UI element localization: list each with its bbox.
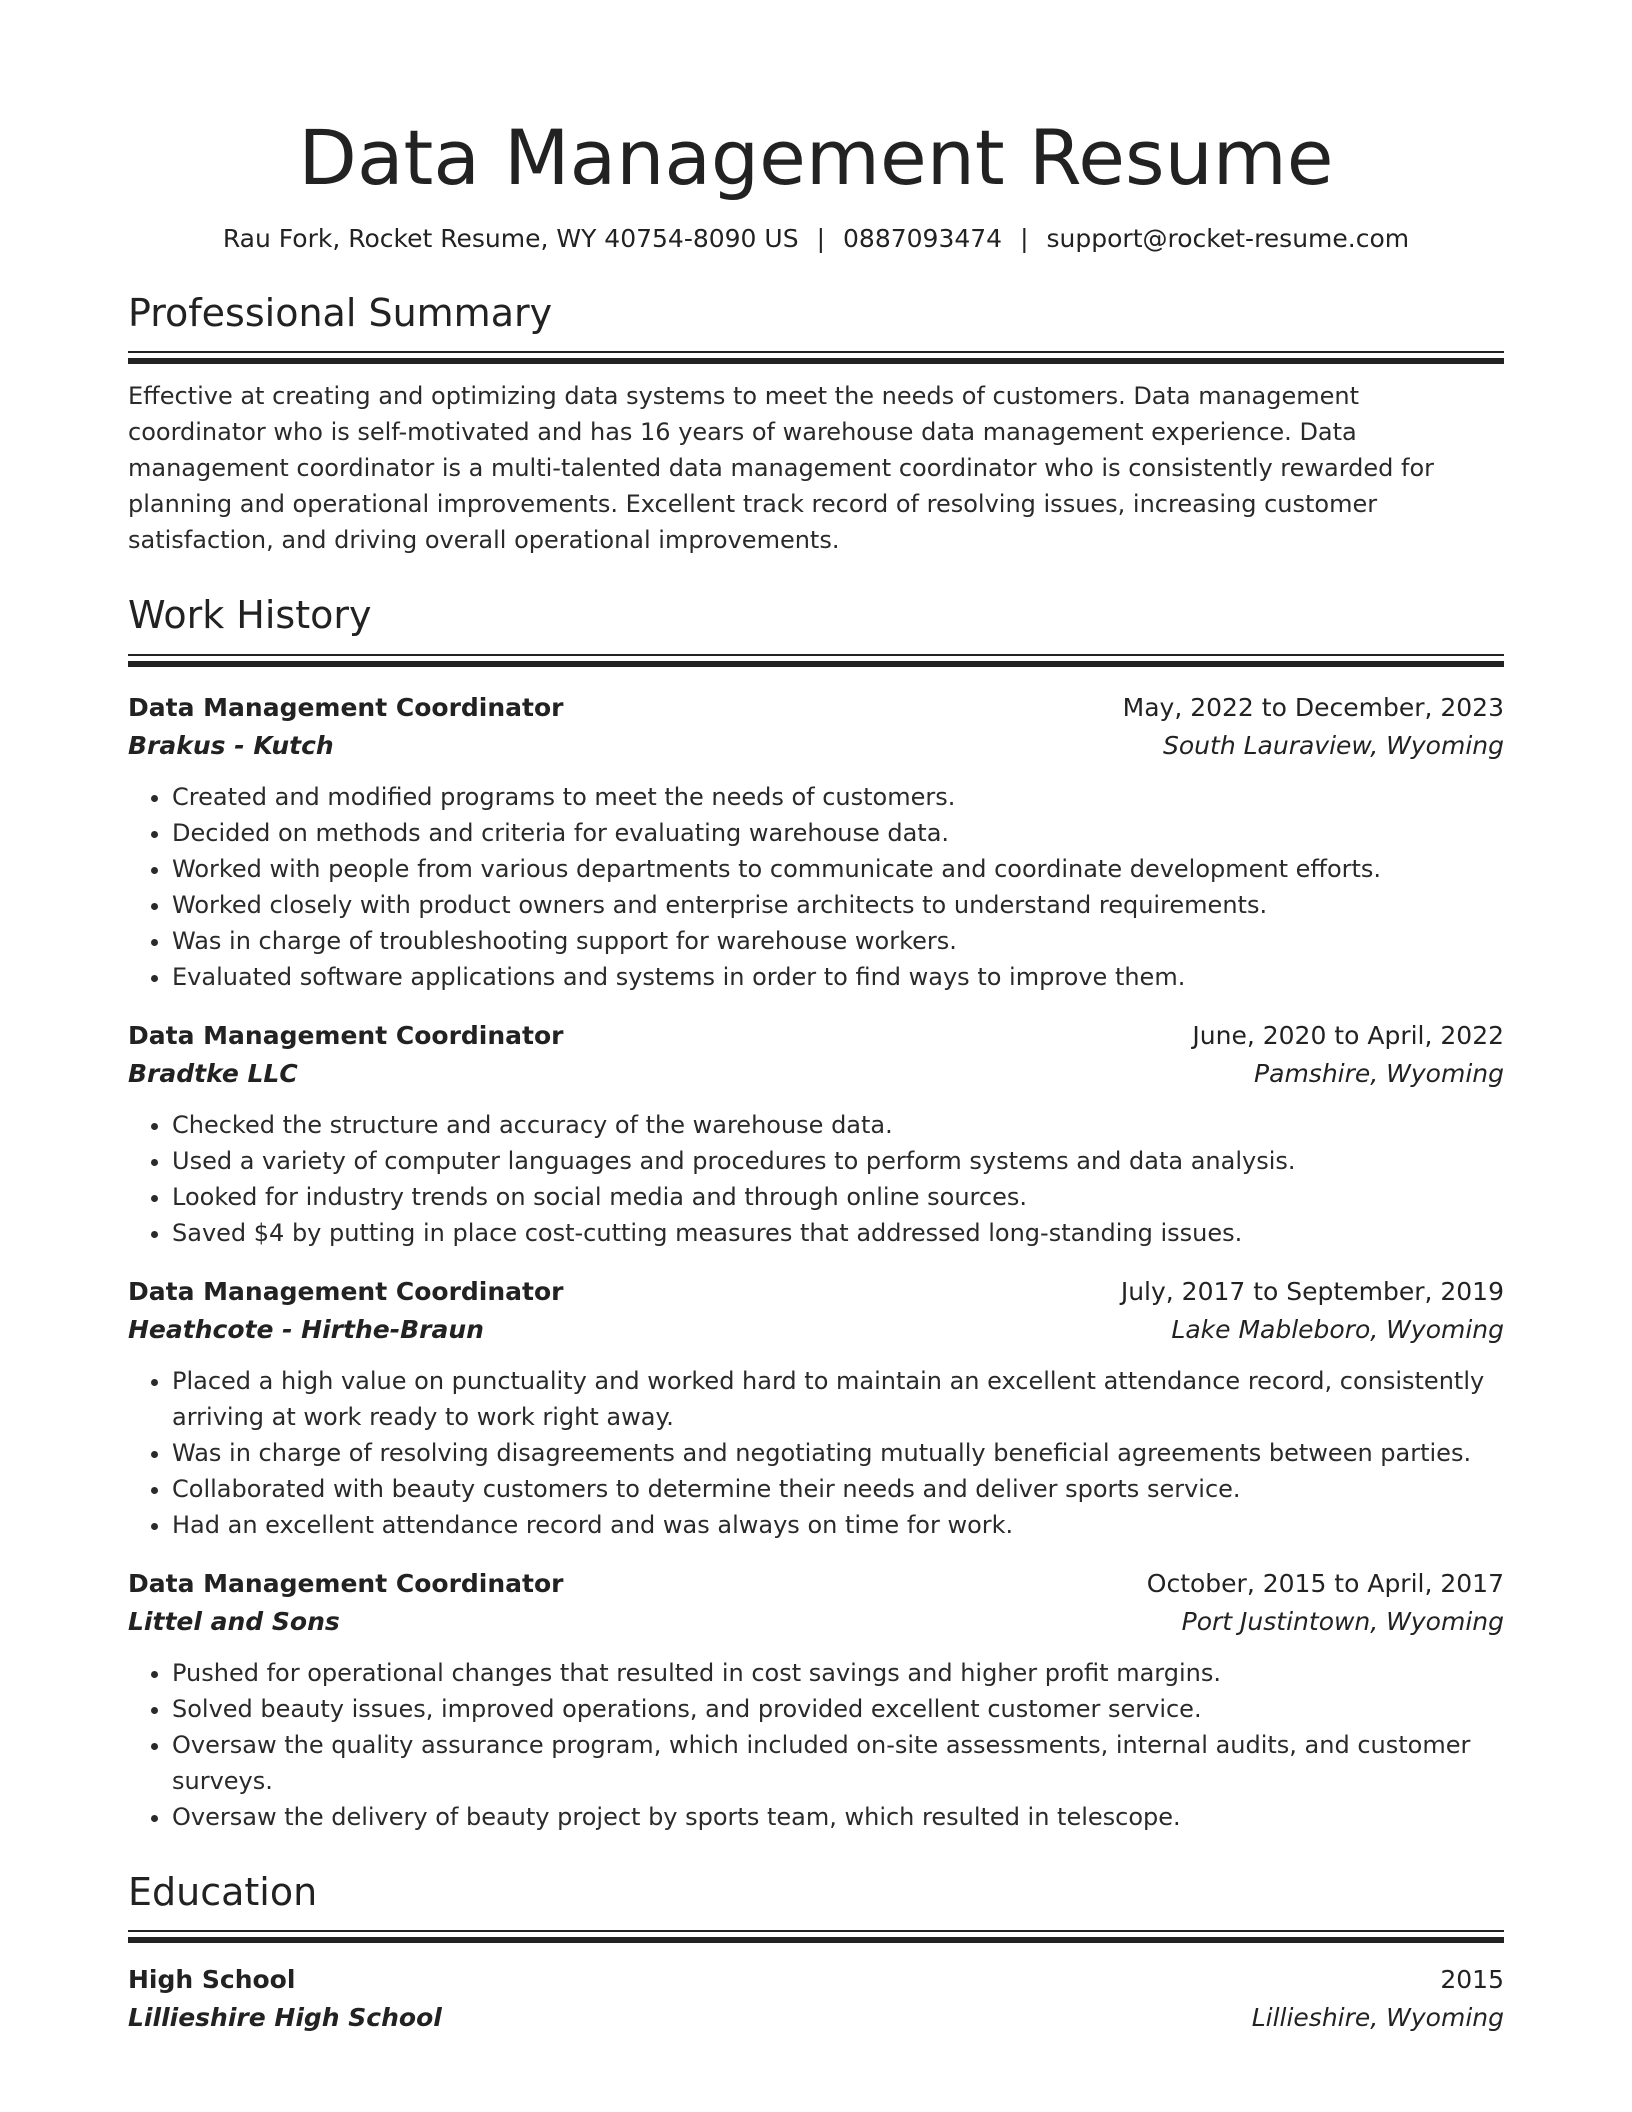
contact-email: support@rocket-resume.com (1046, 224, 1410, 254)
education-year: 2015 (1440, 1965, 1504, 1995)
job-entry (128, 1017, 1504, 1251)
job-company: Brakus - Kutch (128, 730, 334, 760)
education-entry (128, 1961, 1504, 2037)
education-location: Lillieshire, Wyoming (1251, 2003, 1504, 2033)
job-bullet: • Oversaw the delivery of beauty project by sports team, which resulted in telescope. (172, 1799, 1504, 1835)
job-bullet: • Decided on methods and criteria for evaluating warehouse data. (172, 815, 1504, 851)
job-bullet: • Was in charge of troubleshooting support for warehouse workers. (172, 923, 1504, 959)
job-location: Port Justintown, Wyoming (1181, 1606, 1504, 1636)
education-degree: High School (128, 1965, 296, 1995)
job-location: South Lauraview, Wyoming (1163, 730, 1504, 760)
job-entry (128, 689, 1504, 995)
job-bullet: • Worked with people from various departments to communicate and coordinate development efforts. (172, 851, 1504, 887)
job-bullets (128, 1107, 1504, 1251)
job-bullet: • Created and modified programs to meet the needs of customers. (172, 779, 1504, 815)
job-bullet: • Evaluated software applications and systems in order to find ways to improve them. (172, 959, 1504, 995)
job-bullets (128, 1363, 1504, 1543)
job-entry (128, 1565, 1504, 1835)
section-divider (128, 654, 1504, 667)
section-heading-work-history: Work History (128, 593, 372, 638)
section-heading-education: Education (128, 1869, 318, 1914)
job-location: Pamshire, Wyoming (1254, 1058, 1504, 1088)
job-bullet: • Pushed for operational changes that resulted in cost savings and higher profit margins. (172, 1655, 1504, 1691)
job-title: Data Management Coordinator (128, 1020, 564, 1050)
job-location: Lake Mableboro, Wyoming (1171, 1314, 1504, 1344)
work-history-section (128, 592, 1504, 1835)
education-section (128, 1869, 1504, 2038)
job-title: Data Management Coordinator (128, 692, 564, 722)
job-bullet: • Collaborated with beauty customers to determine their needs and deliver sports service. (172, 1471, 1504, 1507)
job-bullet: • Used a variety of computer languages and procedures to perform systems and data analysis. (172, 1143, 1504, 1179)
job-bullet: • Had an excellent attendance record and was always on time for work. (172, 1507, 1504, 1543)
section-heading-summary: Professional Summary (128, 290, 553, 335)
job-company: Littel and Sons (128, 1606, 340, 1636)
job-dates: July, 2017 to September, 2019 (1120, 1276, 1504, 1306)
job-entry (128, 1273, 1504, 1543)
section-divider (128, 1930, 1504, 1943)
job-bullet: • Saved $4 by putting in place cost-cutting measures that addressed long-standing issues. (172, 1215, 1504, 1251)
job-dates: October, 2015 to April, 2017 (1146, 1568, 1504, 1598)
contact-line (128, 223, 1504, 256)
job-bullet: • Looked for industry trends on social media and through online sources. (172, 1179, 1504, 1215)
summary-text: Effective at creating and optimizing data systems to meet the needs of customers. Data management coordinator who is self-motivated and has 16 years of warehouse data management experience. Data management coordinator is a multi-talented data management coordinator who is consistently rewarded for planning and operational improvements. Excellent track record of resolving issues, increasing customer satisfaction, and driving overall operational improvements. (128, 382, 1435, 555)
job-bullet: • Worked closely with product owners and enterprise architects to understand requirements. (172, 887, 1504, 923)
job-title: Data Management Coordinator (128, 1568, 564, 1598)
job-bullet: • Solved beauty issues, improved operations, and provided excellent customer service. (172, 1691, 1504, 1727)
job-company: Heathcote - Hirthe-Braun (128, 1314, 484, 1344)
contact-separator: | (1020, 224, 1029, 254)
resume-title: Data Management Resume (298, 113, 1334, 202)
job-bullets (128, 1655, 1504, 1835)
job-dates: May, 2022 to December, 2023 (1122, 692, 1504, 722)
job-company: Bradtke LLC (128, 1058, 298, 1088)
job-bullet: • Oversaw the quality assurance program, which included on-site assessments, internal audits, and customer surveys. (172, 1727, 1504, 1799)
job-bullets (128, 779, 1504, 995)
education-school: Lillieshire High School (128, 2003, 442, 2033)
summary-section (128, 290, 1504, 559)
job-bullet: • Checked the structure and accuracy of the warehouse data. (172, 1107, 1504, 1143)
contact-separator: | (816, 224, 826, 254)
contact-phone: 0887093474 (843, 224, 1003, 254)
section-divider (128, 351, 1504, 364)
job-bullet: • Was in charge of resolving disagreements and negotiating mutually beneficial agreements between parties. (172, 1435, 1504, 1471)
job-title: Data Management Coordinator (128, 1276, 564, 1306)
contact-address: Rau Fork, Rocket Resume, WY 40754-8090 US (222, 224, 799, 254)
job-dates: June, 2020 to April, 2022 (1192, 1020, 1504, 1050)
job-bullet: • Placed a high value on punctuality and worked hard to maintain an excellent attendance record, consistently arriving at work ready to work right away. (172, 1363, 1504, 1435)
